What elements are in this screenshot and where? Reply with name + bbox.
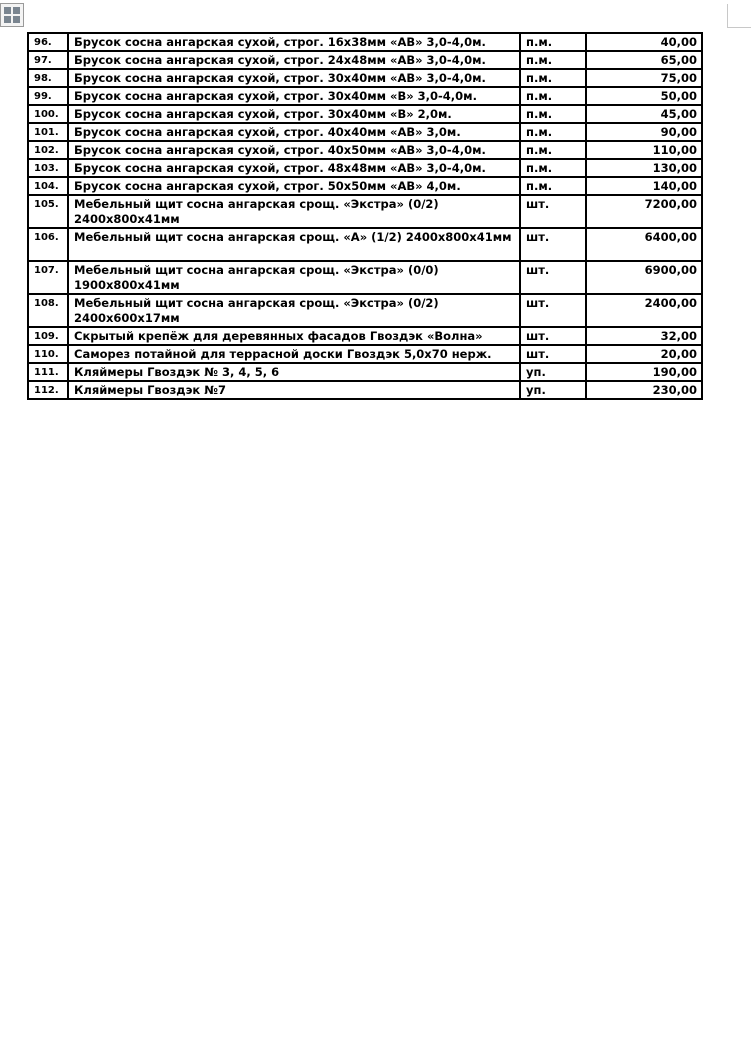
price: 7200,00 (586, 195, 702, 228)
table-row (28, 51, 702, 69)
table-row (28, 141, 702, 159)
price: 2400,00 (586, 294, 702, 327)
price: 45,00 (586, 105, 702, 123)
product-name: Мебельный щит сосна ангарская срощ. «А» (1/2) 2400х800х41мм (68, 228, 520, 261)
table-move-handle-icon[interactable] (0, 3, 24, 27)
row-number: 102. (28, 141, 68, 159)
unit: шт. (520, 345, 586, 363)
price: 40,00 (586, 33, 702, 51)
table-row (28, 87, 702, 105)
unit: п.м. (520, 159, 586, 177)
table-row (28, 159, 702, 177)
table-row (28, 327, 702, 345)
unit: п.м. (520, 177, 586, 195)
price-table (27, 32, 703, 400)
table-row (28, 195, 702, 228)
table-row (28, 105, 702, 123)
unit: п.м. (520, 69, 586, 87)
price: 140,00 (586, 177, 702, 195)
row-number: 96. (28, 33, 68, 51)
unit: п.м. (520, 87, 586, 105)
table-row (28, 363, 702, 381)
unit: п.м. (520, 33, 586, 51)
table-row (28, 33, 702, 51)
product-name: Мебельный щит сосна ангарская срощ. «Экстра» (0/2) 2400х800х41мм (68, 195, 520, 228)
unit: шт. (520, 294, 586, 327)
row-number: 100. (28, 105, 68, 123)
row-number: 110. (28, 345, 68, 363)
price: 75,00 (586, 69, 702, 87)
unit: шт. (520, 228, 586, 261)
row-number: 103. (28, 159, 68, 177)
row-number: 109. (28, 327, 68, 345)
page-corner-mark (727, 4, 751, 28)
unit: п.м. (520, 105, 586, 123)
product-name: Мебельный щит сосна ангарская срощ. «Экстра» (0/0) 1900х800х41мм (68, 261, 520, 294)
product-name: Кляймеры Гвоздэк №7 (68, 381, 520, 399)
row-number: 107. (28, 261, 68, 294)
table-row (28, 69, 702, 87)
price: 190,00 (586, 363, 702, 381)
row-number: 108. (28, 294, 68, 327)
price: 90,00 (586, 123, 702, 141)
price: 110,00 (586, 141, 702, 159)
row-number: 98. (28, 69, 68, 87)
unit: шт. (520, 195, 586, 228)
unit: п.м. (520, 51, 586, 69)
price: 6900,00 (586, 261, 702, 294)
product-name: Скрытый крепёж для деревянных фасадов Гвоздэк «Волна» (68, 327, 520, 345)
table-row (28, 228, 702, 261)
row-number: 106. (28, 228, 68, 261)
product-name: Брусок сосна ангарская сухой, строг. 40х50мм «АВ» 3,0-4,0м. (68, 141, 520, 159)
row-number: 112. (28, 381, 68, 399)
price: 6400,00 (586, 228, 702, 261)
product-name: Брусок сосна ангарская сухой, строг. 30х40мм «В» 2,0м. (68, 105, 520, 123)
price: 20,00 (586, 345, 702, 363)
table-row (28, 294, 702, 327)
row-number: 104. (28, 177, 68, 195)
table-row (28, 177, 702, 195)
product-name: Мебельный щит сосна ангарская срощ. «Экстра» (0/2) 2400х600х17мм (68, 294, 520, 327)
product-name: Брусок сосна ангарская сухой, строг. 30х40мм «АВ» 3,0-4,0м. (68, 69, 520, 87)
price: 65,00 (586, 51, 702, 69)
product-name: Брусок сосна ангарская сухой, строг. 48х48мм «АВ» 3,0-4,0м. (68, 159, 520, 177)
unit: п.м. (520, 141, 586, 159)
price: 50,00 (586, 87, 702, 105)
product-name: Брусок сосна ангарская сухой, строг. 40х40мм «АВ» 3,0м. (68, 123, 520, 141)
unit: п.м. (520, 123, 586, 141)
grid-icon (3, 6, 21, 24)
product-name: Брусок сосна ангарская сухой, строг. 30х40мм «В» 3,0-4,0м. (68, 87, 520, 105)
price: 130,00 (586, 159, 702, 177)
price: 230,00 (586, 381, 702, 399)
product-name: Кляймеры Гвоздэк № 3, 4, 5, 6 (68, 363, 520, 381)
table-row (28, 345, 702, 363)
unit: шт. (520, 327, 586, 345)
table-row (28, 123, 702, 141)
unit: уп. (520, 381, 586, 399)
row-number: 97. (28, 51, 68, 69)
product-name: Саморез потайной для террасной доски Гвоздэк 5,0х70 нерж. (68, 345, 520, 363)
row-number: 105. (28, 195, 68, 228)
row-number: 101. (28, 123, 68, 141)
unit: шт. (520, 261, 586, 294)
product-name: Брусок сосна ангарская сухой, строг. 24х48мм «АВ» 3,0-4,0м. (68, 51, 520, 69)
row-number: 99. (28, 87, 68, 105)
price: 32,00 (586, 327, 702, 345)
product-name: Брусок сосна ангарская сухой, строг. 50х50мм «АВ» 4,0м. (68, 177, 520, 195)
table-row (28, 381, 702, 399)
unit: уп. (520, 363, 586, 381)
row-number: 111. (28, 363, 68, 381)
table-row (28, 261, 702, 294)
product-name: Брусок сосна ангарская сухой, строг. 16х38мм «АВ» 3,0-4,0м. (68, 33, 520, 51)
